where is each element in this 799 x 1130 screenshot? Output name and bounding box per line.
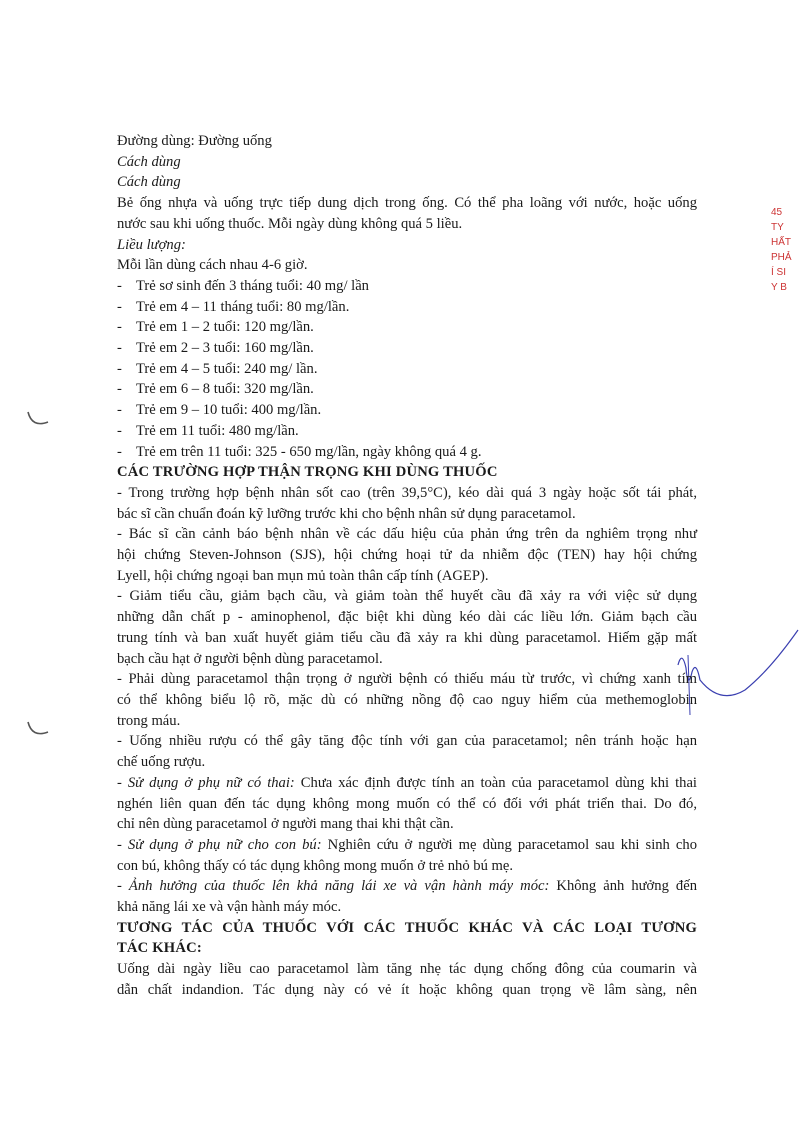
caution-alcohol-line: - Uống nhiều rượu có thể gây tăng độc tính với gan của paracetamol; nên tránh hoặc hạn: [117, 733, 697, 750]
caution-blood-line: trung tính và ban xuất huyết giảm tiểu cầu đã xảy ra khi dùng paracetamol. Hiếm gặp mất: [117, 629, 697, 646]
dosage-item: - Trẻ em trên 11 tuổi: 325 - 650 mg/lần, ngày không quá 4 g.: [117, 442, 697, 463]
driving-paragraph-first-line: [117, 876, 697, 897]
punch-hole-mark-bottom: [26, 718, 50, 742]
caution-blood-line: những dẫn chất p - aminophenol, đặc biệt khi dùng kéo dài các liều lớn. Giảm bạch cầu: [117, 609, 697, 626]
caution-fever-line: bác sĩ cần chuẩn đoán kỹ lưỡng trước khi cho bệnh nhân sử dụng paracetamol.: [117, 505, 576, 522]
stamp-text-3: PHẢ: [771, 252, 792, 263]
stamp-text-5: Y B: [771, 282, 787, 293]
dosage-item: - Trẻ em 1 – 2 tuổi: 120 mg/lần.: [117, 317, 697, 338]
dosage-item: - Trẻ em 2 – 3 tuổi: 160 mg/lần.: [117, 338, 697, 359]
interaction-text-line: dẫn chất indandion. Tác dụng này có vẻ ít hoặc không quan trọng về lâm sàng, nên: [117, 981, 697, 998]
breastfeeding-line: con bú, không thấy có tác dụng không mong muốn ở trẻ nhỏ bú mẹ.: [117, 857, 514, 874]
driving-lead: - Ảnh hưởng của thuốc lên khả năng lái xe và vận hành máy móc:: [117, 878, 550, 895]
document-page: [117, 131, 697, 1001]
breastfeeding-paragraph-first-line: [117, 835, 697, 856]
dosage-item: - Trẻ em 6 – 8 tuổi: 320 mg/lần.: [117, 379, 697, 400]
caution-anemia-line: - Phải dùng paracetamol thận trọng ở người bệnh có thiếu máu từ trước, vì chứng xanh tím: [117, 671, 697, 688]
dosage-heading: Liều lượng:: [117, 236, 186, 253]
dosage-item: - Trẻ sơ sinh đến 3 tháng tuổi: 40 mg/ lần: [117, 276, 697, 297]
stamp-text-0: 45: [771, 207, 783, 218]
punch-hole-mark-top: [26, 408, 50, 432]
usage-heading-repeat: Cách dùng: [117, 174, 181, 191]
interaction-heading: TƯƠNG TÁC CỦA THUỐC VỚI CÁC THUỐC KHÁC VÀ CÁC LOẠI TƯƠNG: [117, 919, 697, 936]
pregnancy-paragraph-first-line: [117, 773, 697, 794]
dosage-item: - Trẻ em 4 – 11 tháng tuổi: 80 mg/lần.: [117, 297, 697, 318]
driving-text: Không ảnh hưởng đến: [549, 878, 697, 895]
stamp-text-2: HẤT: [771, 237, 791, 248]
dosage-item: - Trẻ em 11 tuổi: 480 mg/lần.: [117, 421, 697, 442]
caution-skin-line: Lyell, hội chứng ngoại ban mụn mủ toàn thân cấp tính (AGEP).: [117, 567, 489, 584]
breastfeeding-lead: - Sử dụng ở phụ nữ cho con bú:: [117, 836, 322, 853]
caution-skin-line: - Bác sĩ cần cảnh báo bệnh nhân về các dấu hiệu của phản ứng trên da nghiêm trọng như: [117, 526, 697, 543]
caution-skin-line: hội chứng Steven-Johnson (SJS), hội chứng hoại tử da nhiễm độc (TEN) hay hội chứng: [117, 547, 697, 564]
caution-heading: CÁC TRƯỜNG HỢP THẬN TRỌNG KHI DÙNG THUỐC: [117, 464, 498, 481]
usage-heading: Cách dùng: [117, 153, 181, 170]
caution-blood-line: - Giảm tiểu cầu, giảm bạch cầu, và giảm toàn thể huyết cầu đã xảy ra với việc sử dụng: [117, 588, 697, 605]
breastfeeding-text: Nghiên cứu ở người mẹ dùng paracetamol sau khi sinh cho: [321, 836, 698, 853]
driving-line: khả năng lái xe và vận hành máy móc.: [117, 899, 342, 916]
dosage-item: - Trẻ em 4 – 5 tuổi: 240 mg/ lần.: [117, 359, 697, 380]
usage-text-line: nước sau khi uống thuốc. Mỗi ngày dùng không quá 5 liều.: [117, 215, 463, 232]
caution-anemia-line: có thể không biểu lộ rõ, mặc dù có những nồng độ cao nguy hiểm của methemoglobin: [117, 691, 697, 708]
stamp-text-4: Í SI: [771, 267, 787, 278]
caution-fever-line: - Trong trường hợp bệnh nhân sốt cao (trên 39,5°C), kéo dài quá 3 ngày hoặc sốt tái phát,: [117, 484, 697, 501]
stamp-text-1: TY: [771, 222, 784, 233]
interaction-text-line: Uống dài ngày liều cao paracetamol làm tăng nhẹ tác dụng chống đông của coumarin và: [117, 961, 697, 978]
dosage-item: - Trẻ em 9 – 10 tuổi: 400 mg/lần.: [117, 400, 697, 421]
caution-alcohol-line: chế uống rượu.: [117, 754, 206, 771]
caution-anemia-line: trong máu.: [117, 712, 181, 729]
margin-stamp-fragment: [771, 205, 799, 355]
pregnancy-text: Chưa xác định được tính an toàn của paracetamol dùng khi thai: [294, 774, 697, 791]
pregnancy-line: chỉ nên dùng paracetamol ở người mang thai khi thật cần.: [117, 816, 454, 833]
dosage-interval: Mỗi lần dùng cách nhau 4-6 giờ.: [117, 257, 308, 274]
caution-blood-line: bạch cầu hạt ở người bệnh dùng paracetamol.: [117, 650, 383, 667]
usage-text-line: Bẻ ống nhựa và uống trực tiếp dung dịch trong ống. Có thể pha loãng với nước, hoặc uống: [117, 195, 697, 212]
dosage-list: [117, 276, 697, 462]
route-of-administration: Đường dùng: Đường uống: [117, 133, 272, 149]
interaction-heading-cont: TÁC KHÁC:: [117, 940, 202, 957]
pregnancy-lead: - Sử dụng ở phụ nữ có thai:: [117, 774, 295, 791]
pregnancy-line: nghén liên quan đến tác dụng không mong muốn có thể có đối với phát triển thai. Do đó,: [117, 795, 697, 812]
